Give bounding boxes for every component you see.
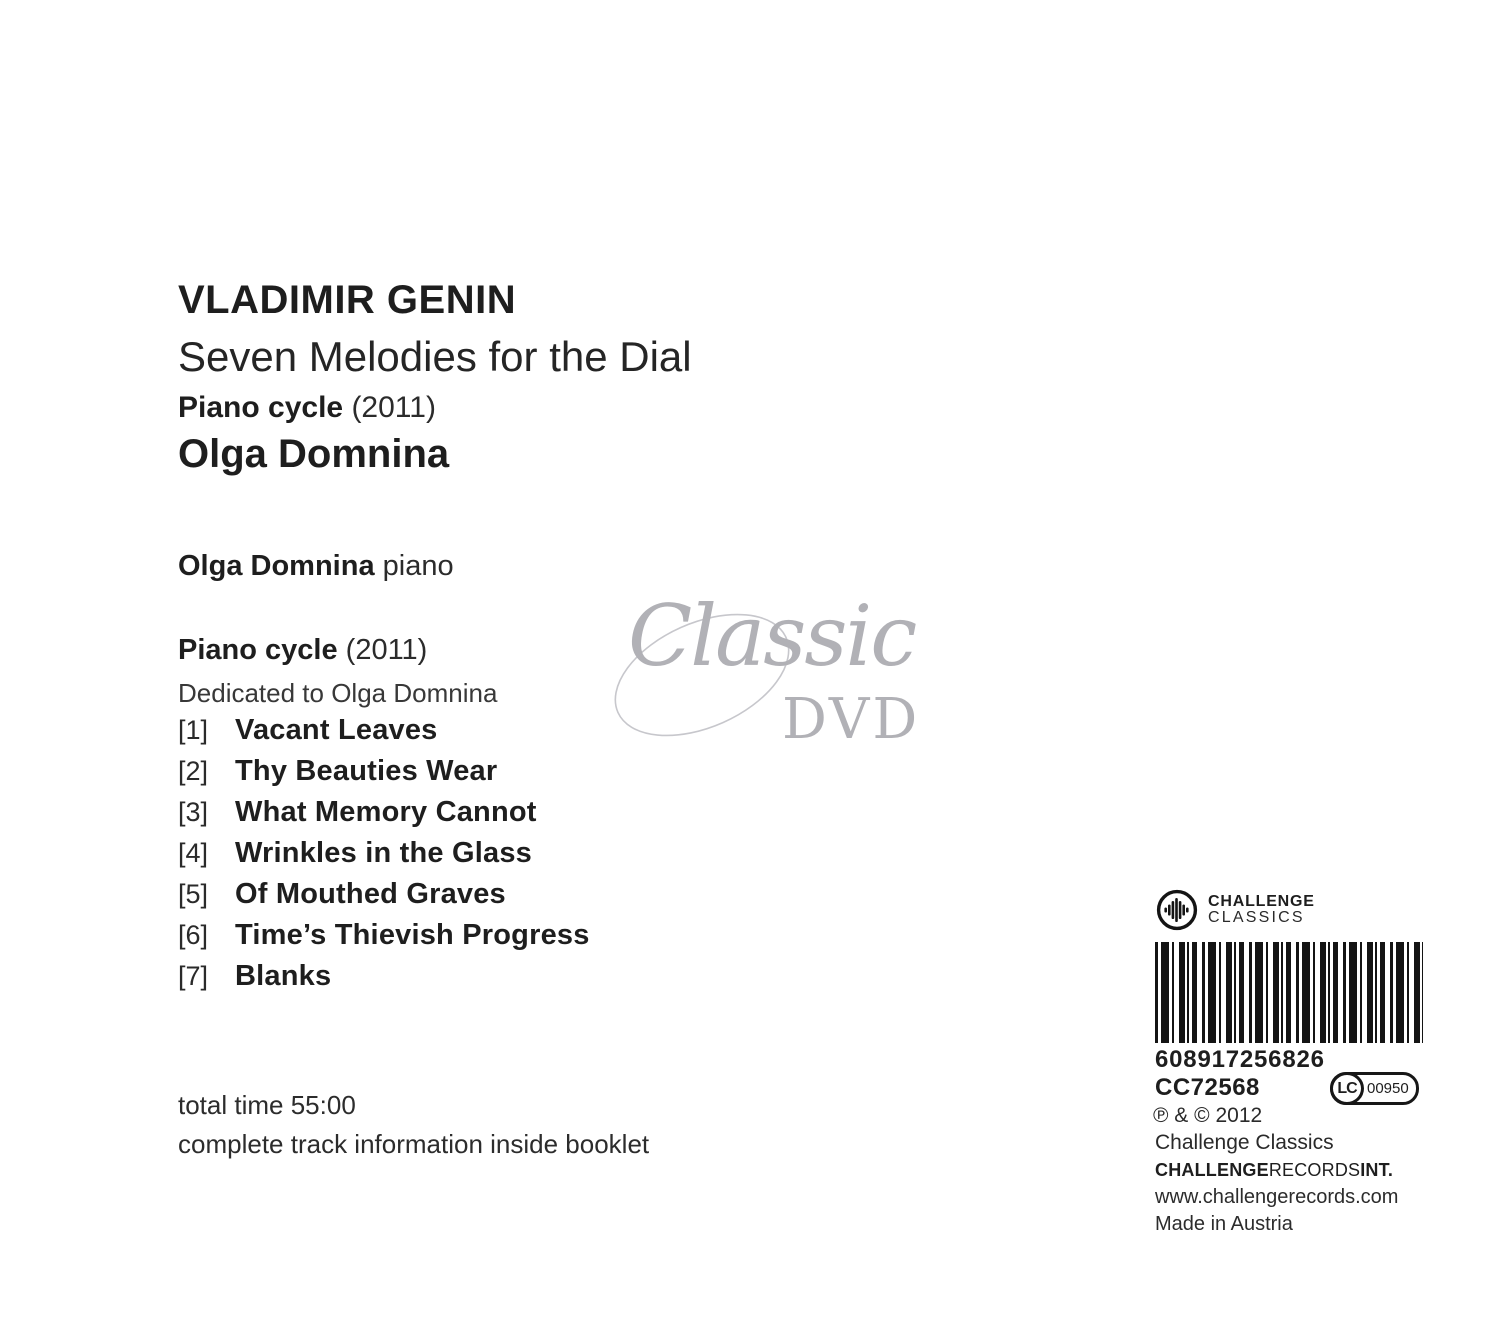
records-word-int: INT. xyxy=(1360,1160,1394,1180)
total-time-line: total time 55:00 xyxy=(178,1090,356,1120)
track-title: What Memory Cannot xyxy=(235,796,537,828)
watermark-word-dvd: DVD xyxy=(782,687,921,752)
track-row xyxy=(178,796,590,837)
brand-name-challenge: CHALLENGE xyxy=(1208,892,1315,910)
cycle-heading-year: (2011) xyxy=(345,634,428,666)
track-number: [5] xyxy=(178,879,209,909)
credit-instrument: piano xyxy=(374,550,454,582)
cycle-heading xyxy=(178,634,427,667)
track-title: Blanks xyxy=(235,960,332,992)
challenge-classics-logo-icon xyxy=(1155,888,1199,932)
copyright-line: ℗ & © 2012 xyxy=(1153,1104,1263,1127)
track-title: Of Mouthed Graves xyxy=(235,878,506,910)
track-title: Wrinkles in the Glass xyxy=(235,837,532,869)
cycle-heading-label: Piano cycle xyxy=(178,634,338,666)
flourish-swirl-icon xyxy=(592,603,842,763)
credit-line xyxy=(178,550,454,583)
classic-dvd-watermark xyxy=(592,585,1032,775)
barcode-number: 608917256826 xyxy=(1155,1046,1325,1073)
website-line: www.challengerecords.com xyxy=(1155,1186,1399,1208)
lc-label-code-icon xyxy=(1330,1072,1419,1105)
lc-label: LC xyxy=(1330,1072,1364,1105)
challenge-records-int-line xyxy=(1155,1160,1393,1181)
track-number: [3] xyxy=(178,797,209,827)
track-row xyxy=(178,755,590,796)
track-row xyxy=(178,960,590,1001)
barcode xyxy=(1155,942,1423,1043)
track-row xyxy=(178,919,590,960)
track-number: [6] xyxy=(178,920,209,950)
performer-name: Olga Domnina xyxy=(178,432,450,476)
track-title: Time’s Thievish Progress xyxy=(235,919,590,951)
album-cycle-label: Piano cycle xyxy=(178,391,344,424)
album-subtitle xyxy=(178,391,436,425)
track-number: [1] xyxy=(178,715,209,745)
watermark-word-classic: Classic xyxy=(628,587,916,685)
label-name-line: Challenge Classics xyxy=(1155,1131,1334,1154)
catalog-number: CC72568 xyxy=(1155,1074,1260,1101)
records-word-records: RECORDS xyxy=(1268,1160,1361,1180)
lc-number: 00950 xyxy=(1367,1080,1409,1097)
track-number: [4] xyxy=(178,838,209,868)
track-list xyxy=(178,714,590,1001)
track-number: [2] xyxy=(178,756,209,786)
album-title: Seven Melodies for the Dial xyxy=(178,333,692,380)
track-row xyxy=(178,878,590,919)
dedication-line: Dedicated to Olga Domnina xyxy=(178,678,498,708)
track-number: [7] xyxy=(178,961,209,991)
track-row xyxy=(178,714,590,755)
made-in-line: Made in Austria xyxy=(1155,1213,1293,1235)
track-row xyxy=(178,837,590,878)
records-word-challenge: CHALLENGE xyxy=(1155,1160,1269,1180)
booklet-note-line: complete track information inside booklet xyxy=(178,1129,650,1159)
album-cycle-year: (2011) xyxy=(351,391,436,424)
brand-name-classics: CLASSICS xyxy=(1208,909,1305,926)
record-label-brand xyxy=(1155,888,1315,932)
credit-performer: Olga Domnina xyxy=(178,550,375,582)
composer-name: VLADIMIR GENIN xyxy=(178,278,517,322)
track-title: Thy Beauties Wear xyxy=(235,755,498,787)
track-title: Vacant Leaves xyxy=(235,714,438,746)
